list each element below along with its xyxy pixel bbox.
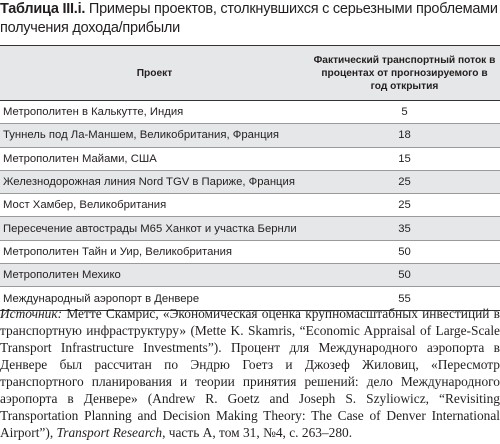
table-row <box>0 217 500 240</box>
cell-project: Туннель под Ла-Маншем, Великобритания, Франция <box>3 129 280 142</box>
cell-traffic-percent: 25 <box>398 176 411 189</box>
cell-project: Метрополитен Мехико <box>3 269 121 282</box>
cell-traffic-percent: 55 <box>398 292 411 305</box>
cell-traffic-percent: 15 <box>398 152 411 165</box>
table-body <box>0 101 500 311</box>
table-number: Таблица III.i. <box>0 1 86 17</box>
cell-traffic-percent: 50 <box>398 245 411 258</box>
source-label: Источник: <box>0 306 63 321</box>
cell-traffic-percent: 50 <box>398 269 411 282</box>
cell-project: Метрополитен Тайн и Уир, Великобритания <box>3 245 233 258</box>
cell-project: Железнодорожная линия Nord TGV в Париже, Франция <box>3 176 295 189</box>
source-journal: Transport Research <box>56 425 163 440</box>
cell-traffic-percent: 5 <box>401 106 408 119</box>
table-header <box>0 45 500 101</box>
data-table <box>0 45 500 311</box>
cell-traffic-percent: 18 <box>398 129 411 142</box>
cell-project: Метрополитен Майами, США <box>3 152 157 165</box>
table-title: Примеры проектов, столкнувшихся с серьезными проблемами получения дохода/прибыли <box>0 1 498 36</box>
cell-traffic-percent: 35 <box>398 222 411 235</box>
header-traffic-percent: Фактический транспортный поток в процентах от прогнозируемого в год открытия <box>313 54 496 92</box>
cell-project: Международный аэропорт в Денвере <box>3 292 200 305</box>
table-row <box>0 241 500 264</box>
cell-project: Пересечение автострады М65 Ханкот и участка Бернли <box>3 222 297 235</box>
source-text-1: Метте Скамрис, «Экономическая оценка крупномасштабных инвестиций в транспортную инфраструктуру» (Mette K. Skamris, “Economic Appraisal of Large-Scale Transport Infrastructure Investments”). Процент для Международного аэропорта в Денвере был рассчитан по Эндрю Гоетз и Джозеф Жиловиц, «Пересмотр транспортного планирования и теории принятия решений: дело Международного аэропорта в Денвере» (Andrew R. Goetz and Joseph S. Szyliowicz, “Revisiting Transportation Planning and Decision Making Theory: The Case of Denver International Airport”), <box>0 306 500 440</box>
table-row <box>0 194 500 217</box>
table-row <box>0 171 500 194</box>
table-row <box>0 264 500 287</box>
cell-project: Мост Хамбер, Великобритания <box>3 199 167 212</box>
cell-project: Метрополитен в Калькутте, Индия <box>3 106 184 119</box>
table-row <box>0 124 500 147</box>
cell-traffic-percent: 25 <box>398 199 411 212</box>
source-note <box>0 305 500 441</box>
table-row <box>0 148 500 171</box>
table-row <box>0 101 500 124</box>
table-caption <box>0 0 500 38</box>
source-text-2: , часть A, том 31, №4, с. 263–280. <box>162 425 353 440</box>
header-project: Проект <box>136 67 173 79</box>
